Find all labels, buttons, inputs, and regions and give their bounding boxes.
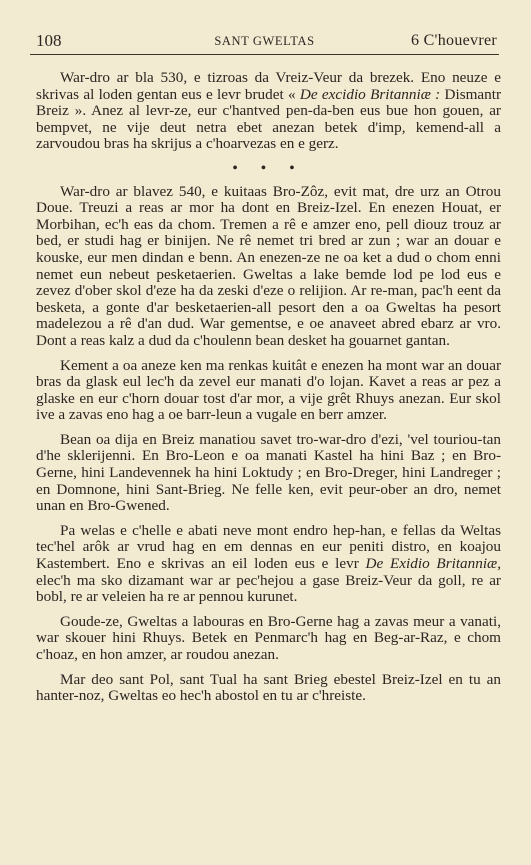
running-title: SANT GWELTAS (214, 34, 315, 48)
paragraph-1: War-dro ar bla 530, e tizroas da Vreiz-Veur da brezek. Eno neuze e skrivas al loden gentan eus e levr brudet « De excidio Britanniæ : Dismantr Breiz ». Anez al levr-ze, eur c'hantved pen-da-ben eus bue hon gouen, ar bempvet, ne vije deut netra ebet anezan betek d'imp, kemend-all a zarvoudou bras ha skrijus a c'hoarvezas en e gerz. (36, 69, 502, 153)
section-separator: • • • (232, 160, 305, 176)
paragraph-3: Kement a oa aneze ken ma renkas kuitât e enezen ha mont war an douar bras da glask eul lec'h da zevel eur manati d'o lojan. Kavet a reas ar pez a glaske en eur c'horn douar tost d'ar mor, a vije grêt Rhuys anezan. Eur skol ive a zavas eno hag a oe barr-leun a vugale en berr amzer. (36, 356, 501, 424)
book-title-italic: De Exidio Britanniæ, (365, 555, 501, 573)
text-body (36, 70, 501, 713)
paragraph-5: Pa welas e c'helle e abati neve mont endro hep-han, e fellas da Weltas tec'hel arôk ar vrud hag en em dennas en eur peniti distro, en koajou Kastembert. Eno e skrivas an eil loden eus e levr De Exidio Britanniæ, elec'h ma sko dizamant war ar pec'hejou a gase Breiz-Veur da goll, re ar bobl, re ar veleien ha re ar pennou kurunet. (36, 521, 501, 606)
paragraph-2: War-dro ar blavez 540, e kuitaas Bro-Zôz, evit mat, dre urz an Otrou Doue. Treuzi a reas ar mor ha dont en Breiz-Izel. En enezen Houat, er Morbihan, ec'h eas da chom. Tremen a rê e amzer eno, pell diouz trouz ar bed, er studi hag er binijen. Ne rê nemet tri bred ar zun ; war an douar e kouske, eur men dindan e benn. An enezen-ze ne oa ket a dud o chom enni nemet eun nebeut pesketaerien. Gweltas a lake bemde lod pe lod eus e zevez d'ober skol d'eze ha da zeski d'eze o relijion. Ar re-man, pac'h eent da besketa, a gonte d'ar besketaerien-all pesort den a oa Gweltas ha pesort madelezou a rê d'an dud. War gementse, e oe anaveet abred ebarz ar vro. Dont a reas kalz a dud da c'houlenn bean desket ha gouarnet gantan. (36, 182, 501, 349)
book-title-italic: De excidio Britanniæ : (299, 85, 441, 103)
page-number: 108 (36, 31, 62, 50)
paragraph-4: Bean oa dija en Breiz manatiou savet tro-war-dro d'ezi, 'vel touriou-tan d'he sklerijenni. En Bro-Leon e oa manati Kastel ha hini Baz ; en Bro-Gerne, hini Landevennek ha hini Loktudy ; en Bro-Dreger, hini Landreger ; en Domnone, hini Sant-Brieg. Ne felle ken, evit peur-ober an dro, nemet unan en Bro-Gwened. (36, 430, 501, 515)
paragraph-7: Mar deo sant Pol, sant Tual ha sant Brieg ebestel Breiz-Izel en tu an hanter-noz, Gweltas eo hec'h abostol en tu ar c'hreiste. (36, 670, 501, 705)
paragraph-6: Goude-ze, Gweltas a labouras en Bro-Gerne hag a zavas meur a vanati, war skouer hini Rhuys. Betek en Penmarc'h hag en Beg-ar-Raz, e chom c'hoaz, en hon amzer, ar roudou anezan. (36, 612, 501, 663)
feast-date: 6 C'houevrer (410, 32, 497, 49)
running-header (30, 30, 499, 55)
